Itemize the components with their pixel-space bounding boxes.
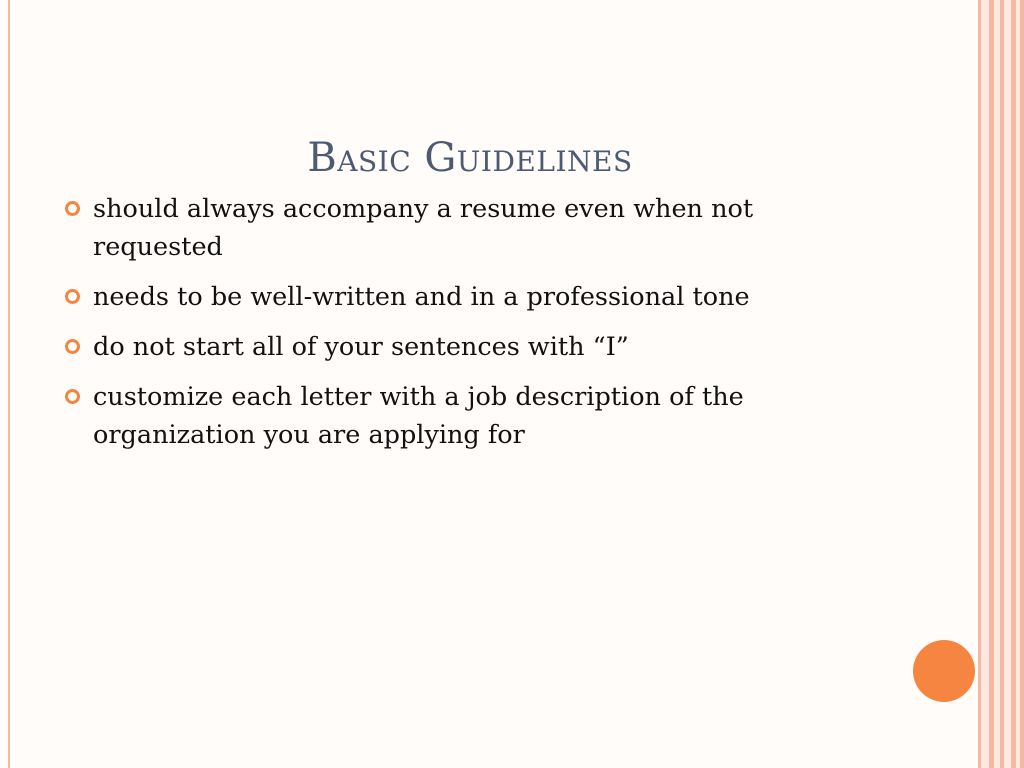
right-stripe [1011,0,1016,768]
bullet-icon [65,201,80,216]
orange-circle-icon [913,640,975,702]
bullet-item [64,328,884,366]
bullet-item [64,190,884,266]
bullet-icon [65,339,80,354]
right-stripe [1000,0,1004,768]
right-stripe [989,0,994,768]
right-stripe [1020,0,1024,768]
bullet-text: should always accompany a resume even when not requested [93,194,754,262]
bullet-item [64,278,884,316]
bullet-text: customize each letter with a job description of the organization you are applying for [93,382,744,450]
bullet-text: do not start all of your sentences with “I” [93,332,629,362]
bullet-icon [65,389,80,404]
right-stripe [978,0,981,768]
bullet-item [64,378,884,454]
left-border-line [8,0,10,768]
bullet-list [64,190,884,466]
bullet-text: needs to be well-written and in a professional tone [93,282,750,312]
slide-title: Basic Guidelines [307,134,633,181]
bullet-icon [65,289,80,304]
